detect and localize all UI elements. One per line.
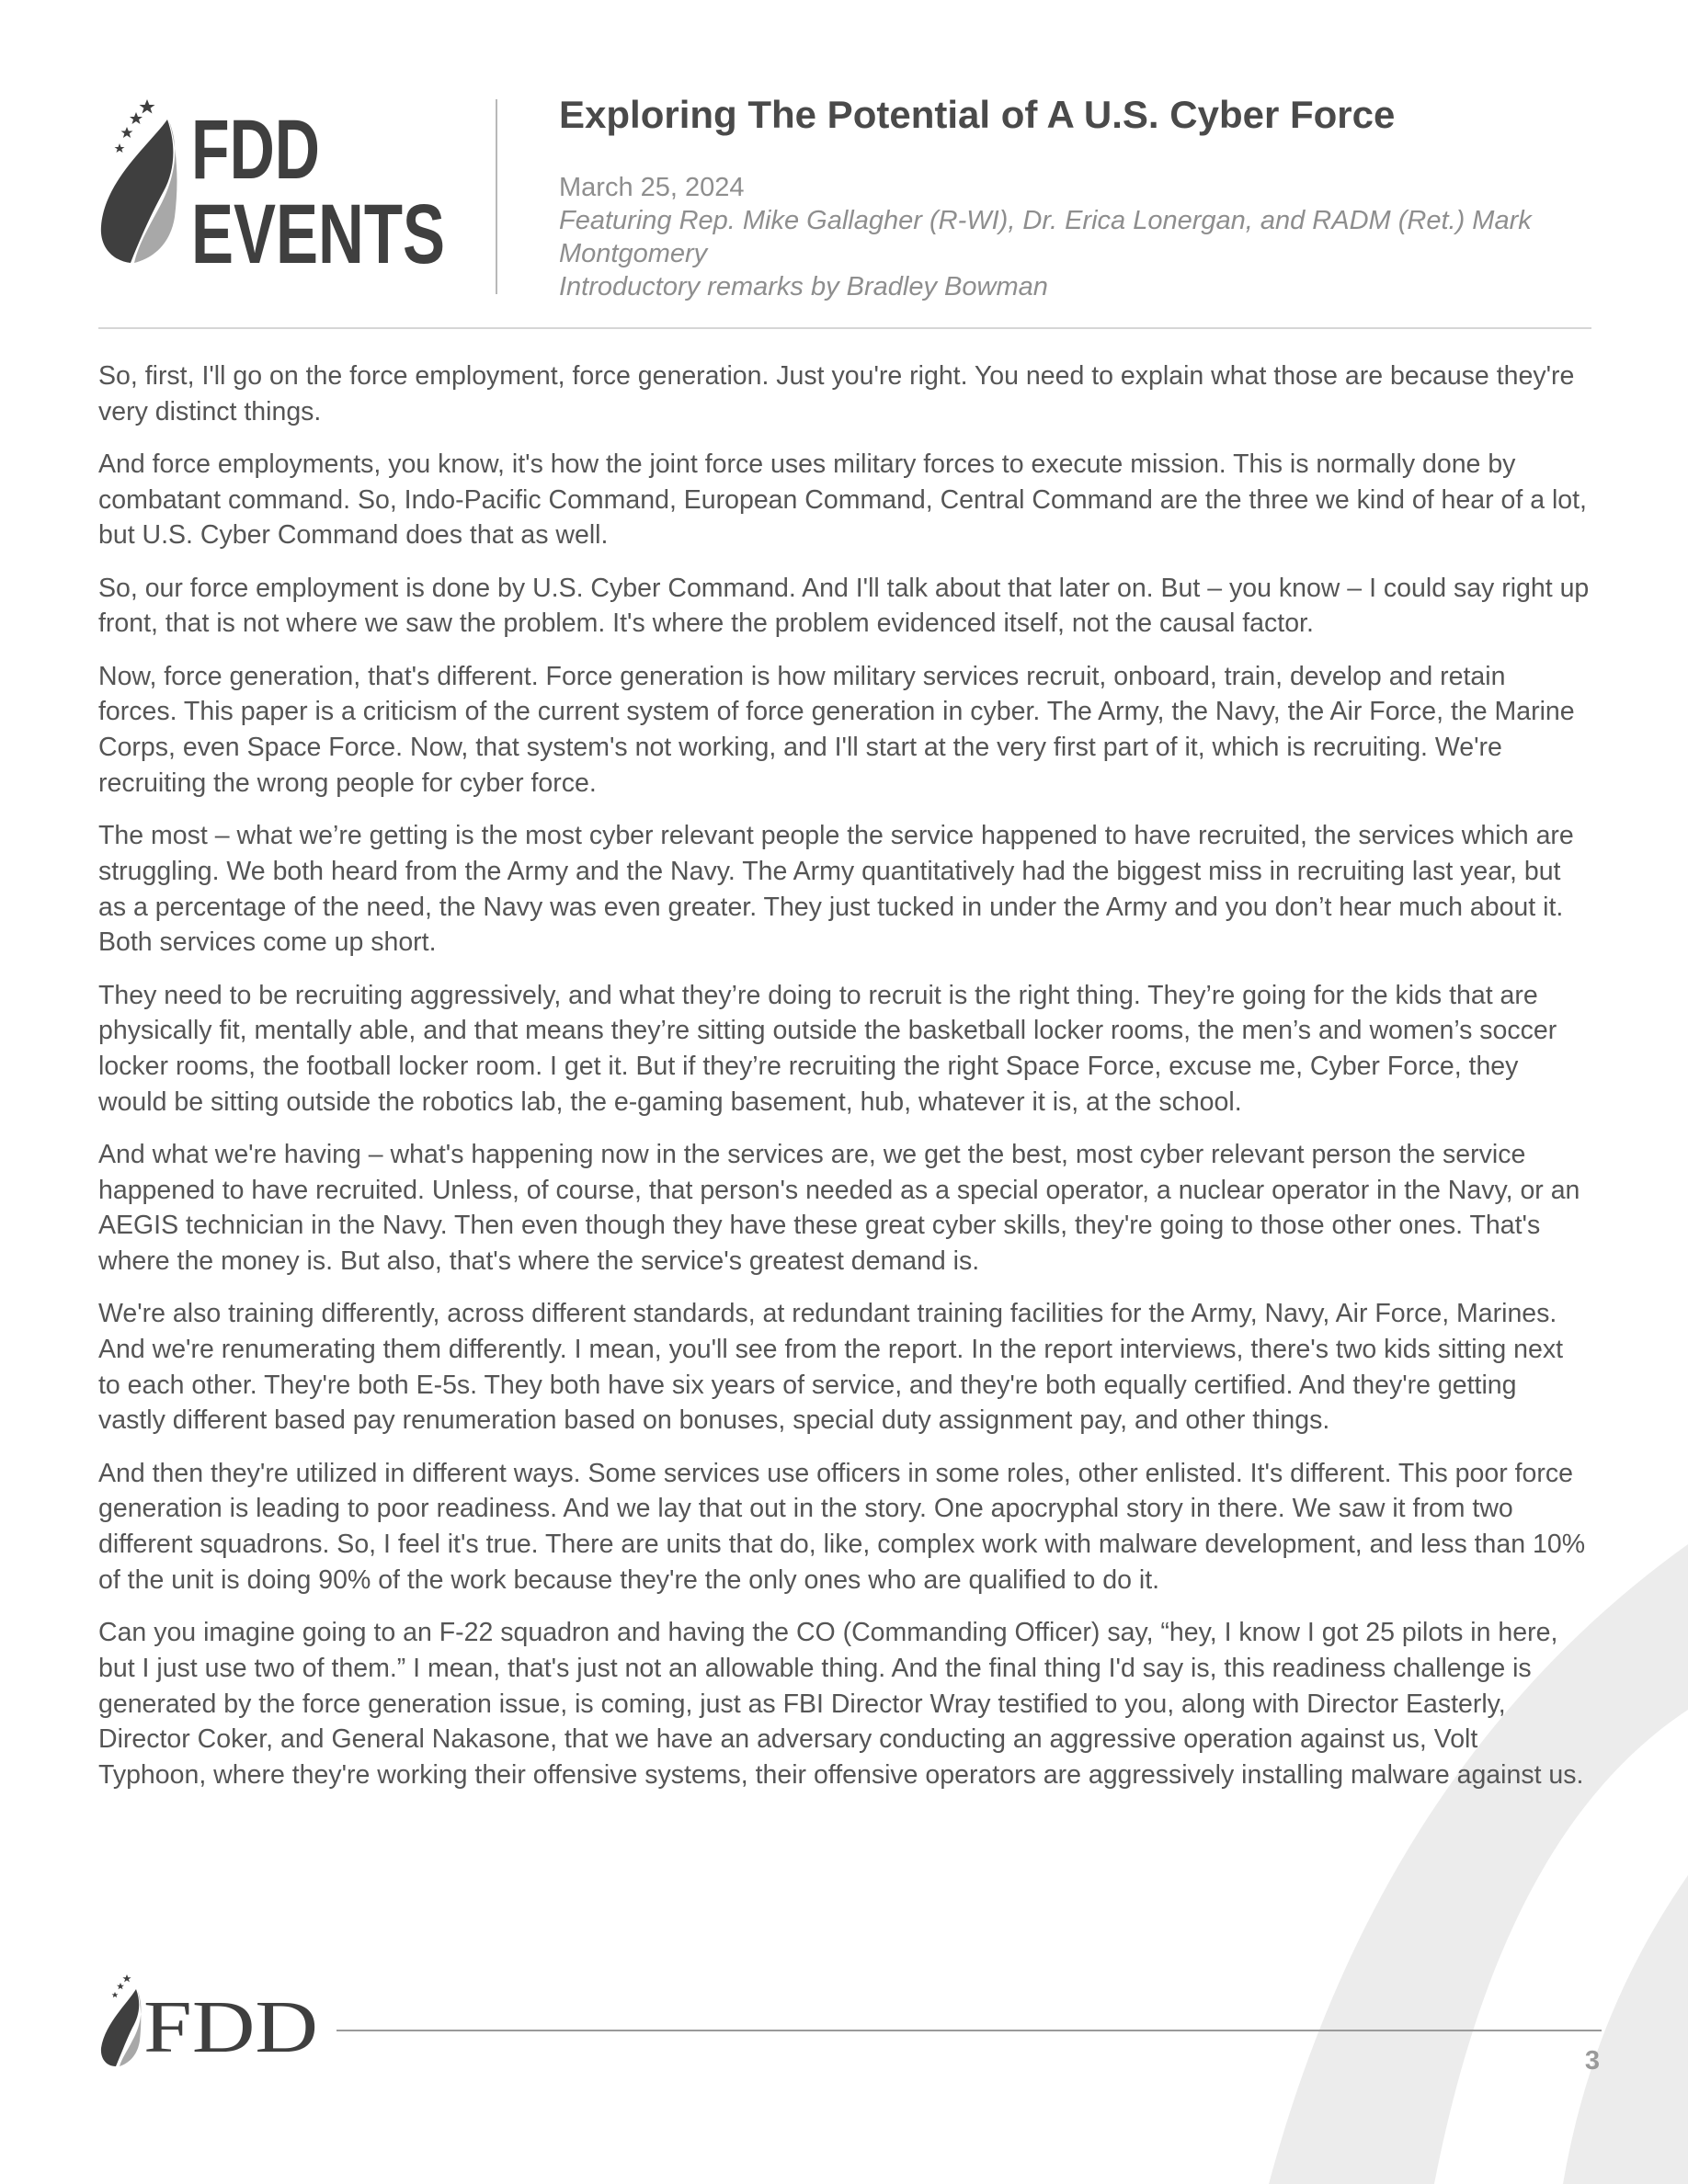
paragraph: And what we're having – what's happening now in the services are, we get the best, most cyber relevant person the service happened to have recruited. Unless, of course, that person's needed as a special operator, a nuclear operator in the Navy, or an AEGIS technician in the Navy. Then even though they have these great cyber skills, they're going to those other ones. That's where the money is. But also, that's where the service's greatest demand is.: [98, 1139, 1580, 1277]
paragraph: And force employments, you know, it's how the joint force uses military forces to execute mission. This is normally done by combatant command. So, Indo-Pacific Command, European Command, Central Command are the three we kind of hear of a lot, but U.S. Cyber Command does that as well.: [98, 449, 1587, 551]
paragraph: They need to be recruiting aggressively, and what they’re doing to recruit is the right thing. They’re going for the kids that are physically fit, mentally able, and that means they’re sitting outside the basketball locker rooms, the men’s and women’s soccer locker rooms, the football locker room. I get it. But if they’re recruiting the right Space Force, excuse me, Cyber Force, they would be sitting outside the robotics lab, the e-gaming basement, hub, whatever it is, at the school.: [98, 980, 1557, 1117]
paragraph: So, our force employment is done by U.S. Cyber Command. And I'll talk about that later on. But – you know – I could say right up front, that is not where we saw the problem. It's where the problem evidenced itself, not the causal factor.: [98, 573, 1590, 639]
paragraph: We're also training differently, across different standards, at redundant training facilities for the Army, Navy, Air Force, Marines. And we're renumerating them differently. I mean, you'll see from the report. In the report interviews, there's two kids sitting next to each other. They're both E-5s. They both have six years of service, and they're both equally certified. And they're getting vastly different based pay renumeration based on bonuses, special duty assignment pay, and other things.: [98, 1299, 1564, 1436]
event-intro: Introductory remarks by Bradley Bowman: [559, 272, 1048, 301]
logo-text-fdd: FDD: [191, 103, 320, 197]
footer-logo-text: FDD: [143, 1987, 318, 2068]
event-date: March 25, 2024: [559, 173, 745, 202]
event-featuring: Featuring Rep. Mike Gallagher (R-WI), Dr. Erica Lonergan, and RADM (Ret.) Mark Montgomery: [559, 206, 1532, 268]
document-title: Exploring The Potential of A U.S. Cyber Force: [559, 93, 1396, 136]
header-divider: [496, 99, 497, 294]
fdd-footer-logo: [96, 1971, 325, 2068]
footer-stars-icon: [112, 1974, 131, 1997]
paragraph: Now, force generation, that's different. Force generation is how military services recruit, onboard, train, develop and retain forces. This paper is a criticism of the current system of force generation in cyber. The Army, the Navy, the Air Force, the Marine Corps, even Space Force. Now, that system's not working, and I'll start at the very first part of it, which is recruiting. We're recruiting the wrong people for cyber force.: [98, 661, 1575, 798]
paragraph: Can you imagine going to an F-22 squadron and having the CO (Commanding Officer) say, “hey, I know I got 25 pilots in here, but I just use two of them.” I mean, that's just not an allowable thing. And the final thing I'd say is, this readiness challenge is generated by the force generation issue, is coming, just as FBI Director Wray testified to you, along with Director Easterly, Director Coker, and General Nakasone, that we have an adversary conducting an aggressive operation against us, Volt Typhoon, where they're working their offensive systems, their offensive operators are aggressively installing malware against us.: [98, 1618, 1584, 1790]
footer-rule: [336, 2030, 1602, 2031]
paragraph: The most – what we’re getting is the most cyber relevant people the service happened to have recruited, the services which are struggling. We both heard from the Army and the Navy. The Army quantitatively had the biggest miss in recruiting last year, but as a percentage of the need, the Navy was even greater. They just tucked in under the Army and you don’t hear much about it. Both services come up short.: [98, 821, 1574, 958]
fdd-events-logo: [92, 92, 460, 281]
paragraph: And then they're utilized in different ways. Some services use officers in some roles, other enlisted. It's different. This poor force generation is leading to poor readiness. And we lay that out in the story. One apocryphal story in there. We saw it from two different squadrons. So, I feel it's true. There are units that do, like, complex work with malware development, and less than 10% of the unit is doing 90% of the work because they're the only ones who are qualified to do it.: [98, 1458, 1586, 1595]
event-info: [559, 90, 1607, 303]
transcript-body: [98, 358, 1590, 1810]
paragraph: So, first, I'll go on the force employment, force generation. Just you're right. You need to explain what those are because they're very distinct things.: [98, 361, 1575, 427]
page-number: 3: [1584, 2046, 1600, 2076]
logo-text-events: EVENTS: [191, 188, 445, 281]
header-rule: [98, 327, 1591, 329]
